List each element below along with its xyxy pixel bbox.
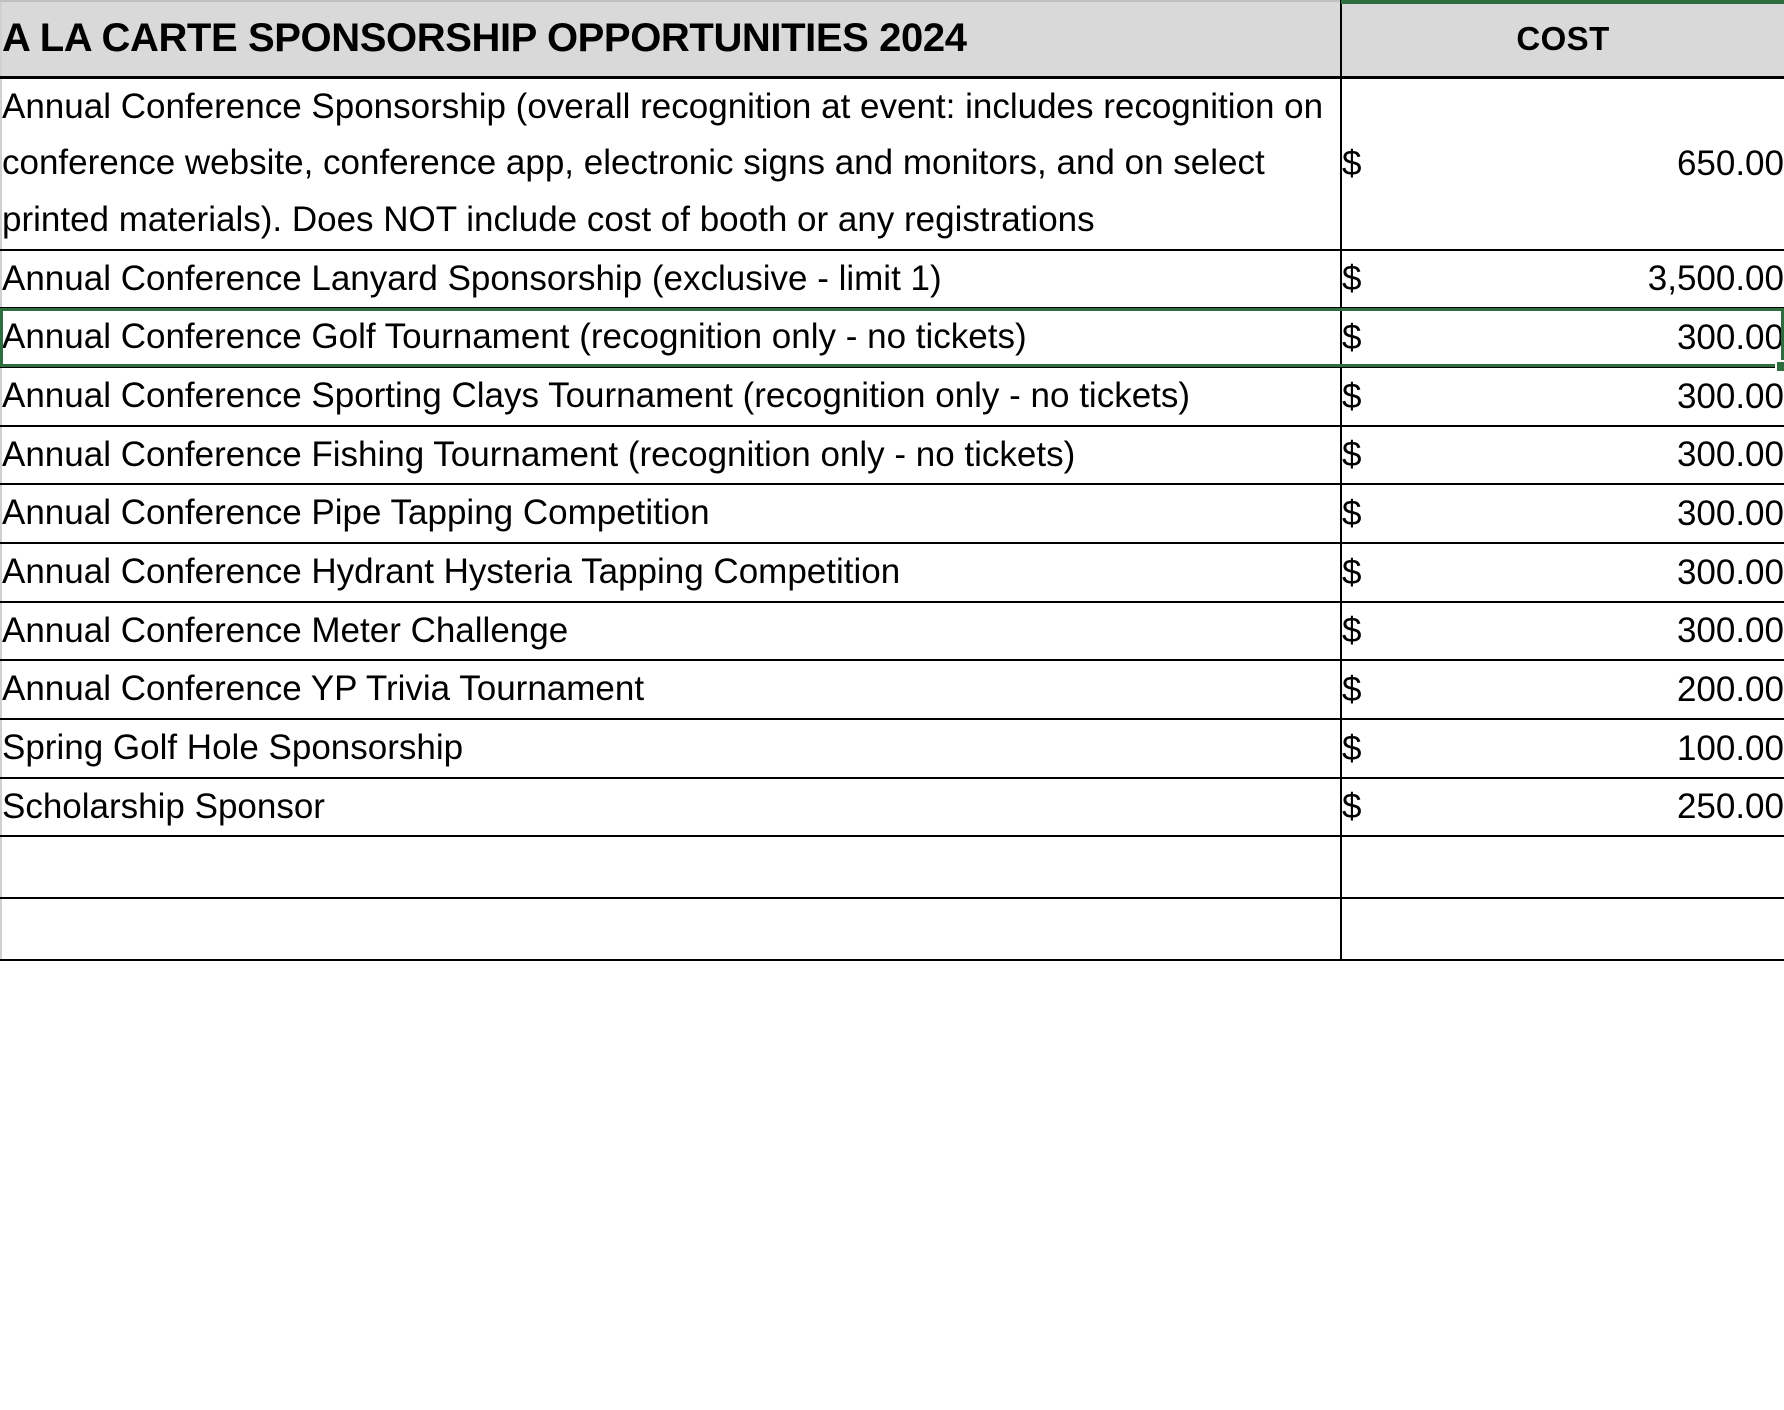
column-header-cost[interactable]: COST xyxy=(1341,1,1784,77)
cell-cost[interactable] xyxy=(1341,602,1784,661)
cell-description[interactable] xyxy=(1,836,1341,898)
cell-description[interactable]: Annual Conference Sponsorship (overall recognition at event: includes recognition on conference website, conference app, electronic signs and monitors, and on select printed materials). Does NOT include cost of booth or any registrations xyxy=(1,77,1341,250)
table-row[interactable] xyxy=(1,426,1784,485)
cell-description[interactable]: Annual Conference Sporting Clays Tournament (recognition only - no tickets) xyxy=(1,367,1341,426)
table-body xyxy=(1,77,1784,960)
table-row[interactable] xyxy=(1,543,1784,602)
currency-symbol: $ xyxy=(1342,435,1362,475)
accounting-value xyxy=(1342,256,1784,302)
accounting-value xyxy=(1342,141,1784,187)
currency-symbol: $ xyxy=(1342,669,1362,709)
fill-handle[interactable] xyxy=(1775,360,1784,373)
cost-amount: 300.00 xyxy=(1676,552,1784,592)
currency-symbol: $ xyxy=(1342,493,1362,533)
table-row[interactable] xyxy=(1,778,1784,837)
table-row[interactable] xyxy=(1,660,1784,719)
cost-amount: 3,500.00 xyxy=(1647,259,1784,299)
cost-amount: 100.00 xyxy=(1676,728,1784,768)
accounting-value xyxy=(1342,784,1784,830)
currency-symbol: $ xyxy=(1342,728,1362,768)
cell-description[interactable]: Annual Conference Meter Challenge xyxy=(1,602,1341,661)
table-row[interactable] xyxy=(1,484,1784,543)
cell-cost[interactable] xyxy=(1341,484,1784,543)
accounting-value xyxy=(1342,315,1784,361)
accounting-value xyxy=(1342,491,1784,537)
cell-cost[interactable] xyxy=(1341,77,1784,250)
table-row[interactable] xyxy=(1,250,1784,309)
cell-description[interactable]: Annual Conference YP Trivia Tournament xyxy=(1,660,1341,719)
cell-description[interactable]: Annual Conference Lanyard Sponsorship (exclusive - limit 1) xyxy=(1,250,1341,309)
accounting-value xyxy=(1342,608,1784,654)
table-row[interactable] xyxy=(1,77,1784,250)
accounting-value xyxy=(1342,432,1784,478)
cell-cost[interactable] xyxy=(1341,367,1784,426)
cell-description[interactable]: Annual Conference Fishing Tournament (recognition only - no tickets) xyxy=(1,426,1341,485)
cell-description[interactable] xyxy=(1,898,1341,960)
currency-symbol: $ xyxy=(1342,787,1362,827)
cell-description[interactable]: Annual Conference Hydrant Hysteria Tapping Competition xyxy=(1,543,1341,602)
cell-cost[interactable] xyxy=(1341,250,1784,309)
accounting-value xyxy=(1342,726,1784,772)
cell-description[interactable]: Scholarship Sponsor xyxy=(1,778,1341,837)
accounting-value xyxy=(1342,667,1784,713)
currency-symbol: $ xyxy=(1342,317,1362,357)
column-header-description[interactable]: A LA CARTE SPONSORSHIP OPPORTUNITIES 2024 xyxy=(1,1,1341,77)
table-row[interactable] xyxy=(1,308,1784,367)
header-row xyxy=(1,1,1784,77)
accounting-value xyxy=(1342,374,1784,420)
table-row[interactable] xyxy=(1,602,1784,661)
cell-cost[interactable] xyxy=(1341,719,1784,778)
currency-symbol: $ xyxy=(1342,611,1362,651)
cell-cost[interactable] xyxy=(1341,660,1784,719)
table-row[interactable] xyxy=(1,836,1784,898)
cost-amount: 250.00 xyxy=(1676,787,1784,827)
cell-cost[interactable] xyxy=(1341,836,1784,898)
currency-symbol: $ xyxy=(1342,143,1362,183)
accounting-value xyxy=(1342,550,1784,596)
cell-description[interactable]: Annual Conference Golf Tournament (recognition only - no tickets) xyxy=(1,308,1341,367)
currency-symbol: $ xyxy=(1342,259,1362,299)
table-row[interactable] xyxy=(1,898,1784,960)
currency-symbol: $ xyxy=(1342,552,1362,592)
cell-cost[interactable] xyxy=(1341,898,1784,960)
currency-symbol: $ xyxy=(1342,376,1362,416)
cost-amount: 300.00 xyxy=(1676,611,1784,651)
cost-amount: 300.00 xyxy=(1676,493,1784,533)
cell-cost[interactable] xyxy=(1341,778,1784,837)
cost-amount: 650.00 xyxy=(1676,143,1784,183)
cell-description[interactable]: Spring Golf Hole Sponsorship xyxy=(1,719,1341,778)
cell-cost[interactable] xyxy=(1341,543,1784,602)
table-header xyxy=(1,1,1784,77)
cell-description[interactable]: Annual Conference Pipe Tapping Competition xyxy=(1,484,1341,543)
cost-amount: 200.00 xyxy=(1676,669,1784,709)
cost-amount: 300.00 xyxy=(1676,376,1784,416)
table-row[interactable] xyxy=(1,367,1784,426)
table-row[interactable] xyxy=(1,719,1784,778)
cost-amount: 300.00 xyxy=(1676,435,1784,475)
cell-cost[interactable] xyxy=(1341,426,1784,485)
cell-cost[interactable] xyxy=(1341,308,1784,367)
cost-amount: 300.00 xyxy=(1676,317,1784,357)
